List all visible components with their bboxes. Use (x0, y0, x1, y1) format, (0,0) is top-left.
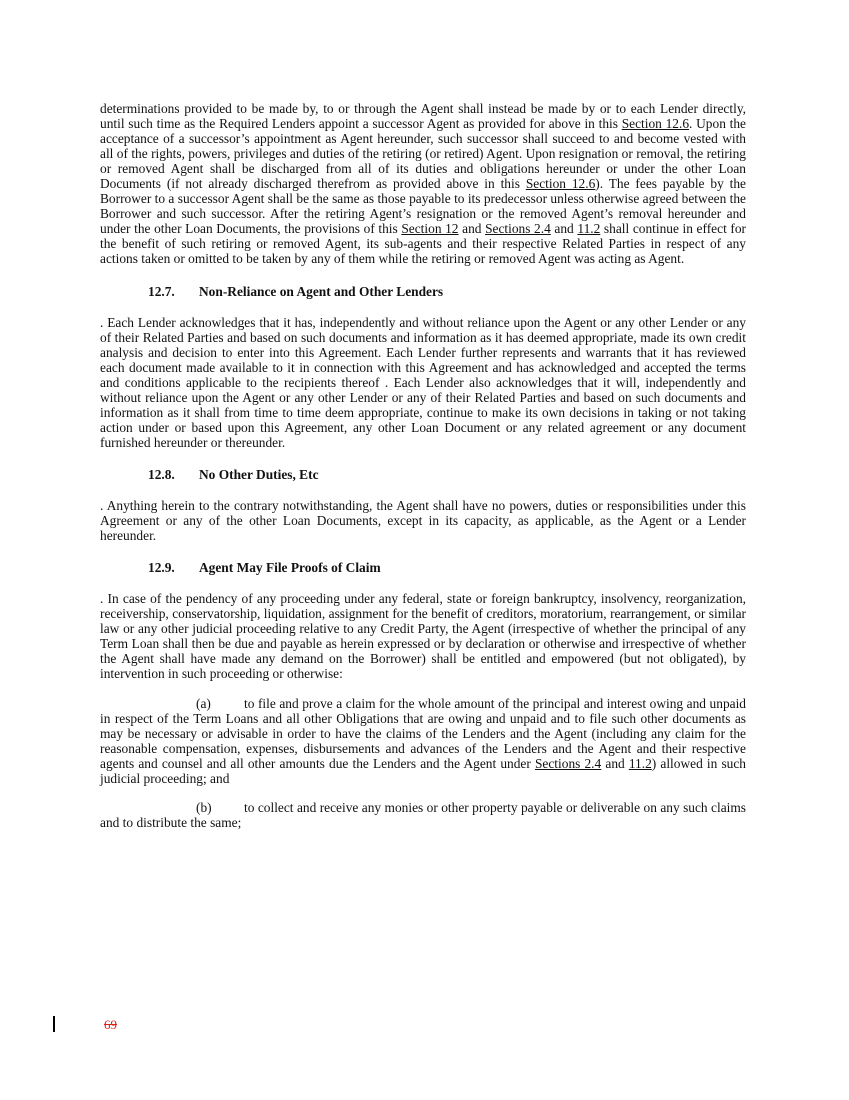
sections-2-4-link[interactable]: Sections 2.4 (534, 755, 602, 771)
section-12-8-heading (100, 467, 746, 482)
section-number: 12.8. (148, 466, 175, 482)
page-number: 69 (104, 1017, 117, 1032)
section-12-7-heading (100, 284, 746, 299)
section-12-6-link[interactable]: Section 12.6 (525, 176, 596, 192)
section-11-2-link[interactable]: 11.2 (628, 755, 652, 771)
clause-b: (b) to collect and receive any monies or other property payable or deliverable on any such claims and to distribute the same; (100, 799, 746, 830)
section-title: No Other Duties, Etc (199, 466, 319, 482)
clause-a: (a) to file and prove a claim for the whole amount of the principal and interest owing and unpaid in respect of the Term Loans and all other Obligations that are owing and unpaid and to file such other documents as may be necessary or advisable in order to have the claims of the Lenders and the Agent (including any claim for the reasonable compensation, expenses, disbursements and advances of the Lenders and the Agent and their respective agents and counsel and all other amounts due the Lenders and the Agent under Sections 2.4 and 11.2) allowed in such judicial proceeding; and (100, 695, 746, 786)
clause-label: (a) (196, 695, 211, 711)
section-11-2-link[interactable]: 11.2 (577, 221, 601, 237)
section-number: 12.9. (148, 560, 175, 576)
document-page (100, 101, 746, 830)
change-bar (53, 1016, 55, 1032)
sections-2-4-link[interactable]: Sections 2.4 (485, 221, 551, 237)
section-title: Non-Reliance on Agent and Other Lenders (199, 283, 444, 299)
section-number: 12.7. (148, 283, 175, 299)
section-12-9-heading (100, 560, 746, 575)
section-12-link[interactable]: Section 12 (401, 221, 459, 237)
section-12-7-body: . Each Lender acknowledges that it has, independently and without reliance upon the Agent or any other Lender or any of their Related Parties and based on such documents and information as it has deemed appropriate, made its own credit analysis and decision to enter into this Agreement. Each Lender further represents and warrants that it has reviewed each document made available to it in connection with this Agreement and has acknowledged and accepted the terms and conditions applicable to the recipients thereof . Each Lender also acknowledges that it will, independently and without reliance upon the Agent or any other Lender or any of their Related Parties and based on such documents and information as it shall from time to time deem appropriate, continue to make its own decisions in taking or not taking action under or based upon this Agreement, any other Loan Document or any related agreement or any document furnished hereunder or thereunder. (100, 314, 746, 450)
section-title: Agent May File Proofs of Claim (199, 560, 381, 576)
section-12-6-link[interactable]: Section 12.6 (621, 116, 690, 132)
clause-label: (b) (196, 799, 212, 815)
section-12-9-body: . In case of the pendency of any proceeding under any federal, state or foreign bankruptcy, insolvency, reorganization, receivership, conservatorship, liquidation, assignment for the benefit of creditors, moratorium, rearrangement, or similar law or any other judicial proceeding relative to any Credit Party, the Agent (irrespective of whether the principal of any Term Loan shall then be due and payable as herein expressed or by declaration or otherwise and irrespective of whether the Agent shall have made any demand on the Borrower) shall be entitled and empowered (but not obligated), by intervention in such proceeding or otherwise: (100, 591, 746, 682)
opening-paragraph: determinations provided to be made by, to or through the Agent shall instead be made by or to each Lender directly, until such time as the Required Lenders appoint a successor Agent as provided for above in this Section 12.6. Upon the acceptance of a successor’s appointment as Agent hereunder, such successor shall succeed to and become vested with all of the rights, powers, privileges and duties of the retiring (or retired) Agent. Upon resignation or removal, the retiring or removed Agent shall be discharged from all of its duties and obligations hereunder or under the other Loan Documents (if not already discharged therefrom as provided above in this Section 12.6). The fees payable by the Borrower to a successor Agent shall be the same as those payable to its predecessor unless otherwise agreed between the Borrower and such successor. After the retiring Agent’s resignation or the removed Agent’s removal hereunder and under the other Loan Documents, the provisions of this Section 12 and Sections 2.4 and 11.2 shall continue in effect for the benefit of such retiring or removed Agent, its sub-agents and their respective Related Parties in respect of any actions taken or omitted to be taken by any of them while the retiring or removed Agent was acting as Agent. (100, 101, 747, 267)
section-12-8-body: . Anything herein to the contrary notwithstanding, the Agent shall have no powers, duties or responsibilities under this Agreement or any of the other Loan Documents, except in its capacity, as applicable, as the Agent or a Lender hereunder. (100, 498, 746, 544)
